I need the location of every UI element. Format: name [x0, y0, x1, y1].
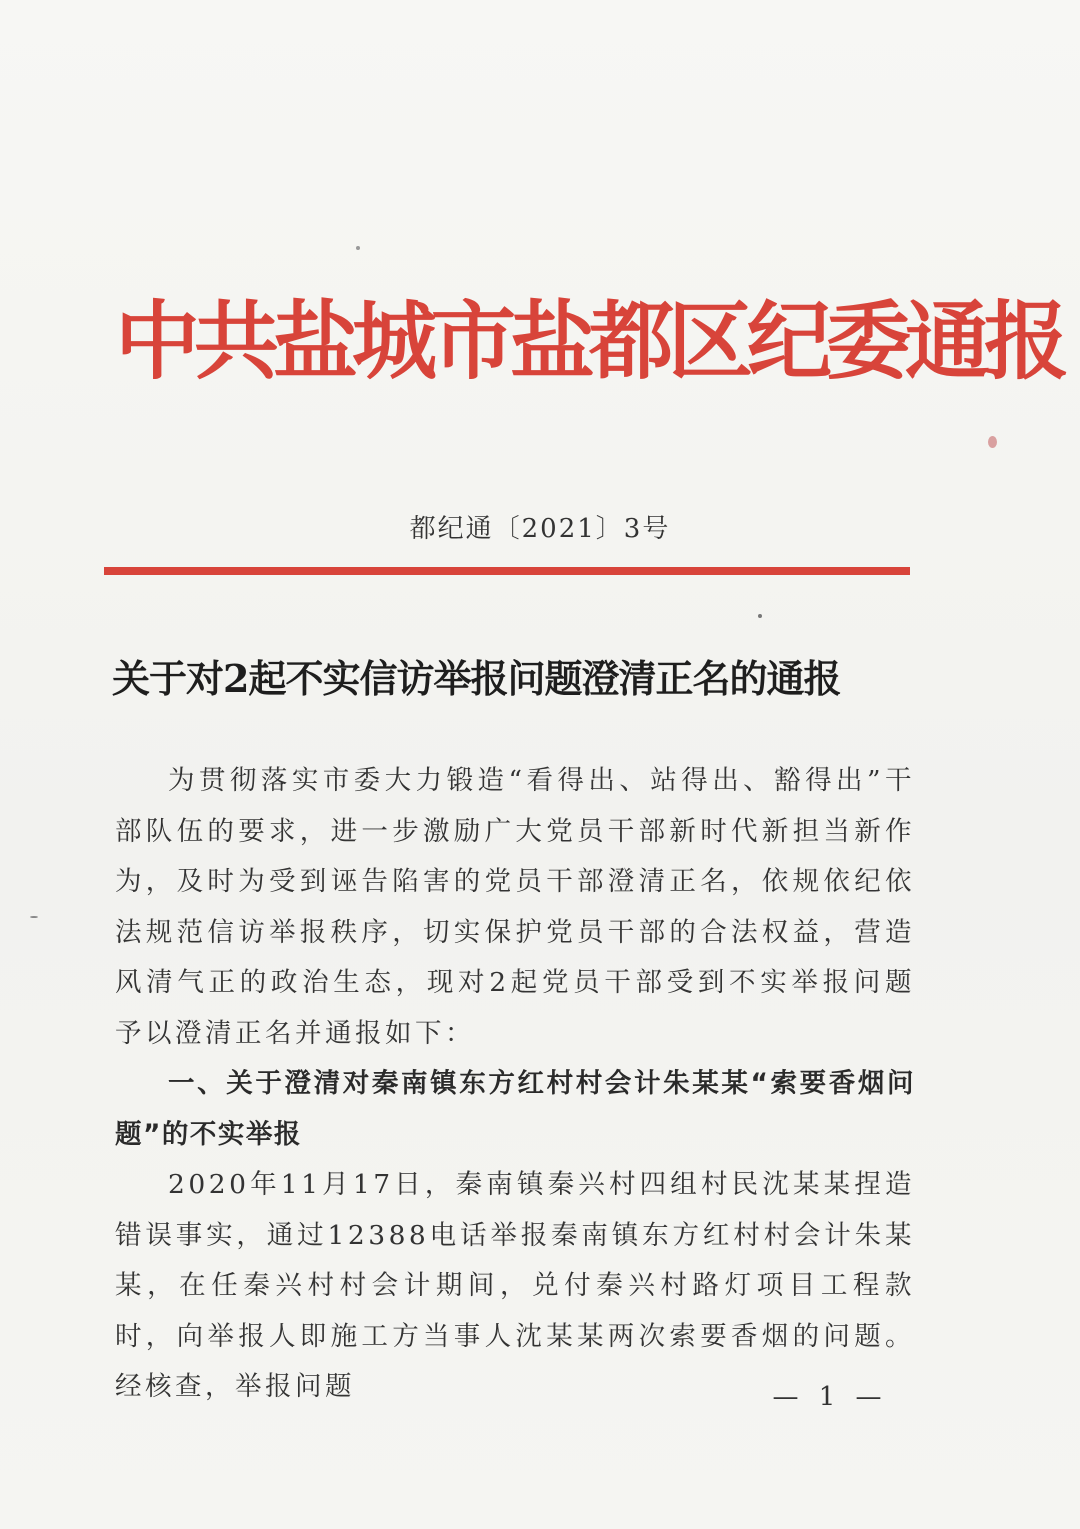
section-heading: 一、关于澄清对秦南镇东方红村村会计朱某某“索要香烟问题”的不实举报 [115, 1068, 915, 1150]
page-number: — 1 — [772, 1382, 888, 1412]
scan-speck [30, 916, 38, 918]
notice-title: 关于对2起不实信访举报问题澄清正名的通报 [112, 656, 841, 701]
case-paragraph: 2020年11月17日，秦南镇秦兴村四组村民沈某某捏造错误事实，通过12388电话举报秦南镇东方红村村会计朱某某，在任秦兴村村会计期间，兑付秦兴村路灯项目工程款时，向举报人即施工方当事人沈某某两次索要香烟的问题。经核查，举报问题 [115, 1169, 915, 1402]
scan-speck [758, 614, 762, 618]
document-number: 都纪通〔2021〕3号 [409, 514, 671, 544]
scan-speck [988, 436, 997, 448]
scan-speck [356, 246, 360, 250]
red-divider [104, 567, 910, 575]
masthead-title: 中共盐城市盐都区纪委通报 [115, 292, 1064, 392]
notice-body [115, 756, 915, 1413]
intro-paragraph: 为贯彻落实市委大力锻造“看得出、站得出、豁得出”干部队伍的要求，进一步激励广大党员干部新时代新担当新作为，及时为受到诬告陷害的党员干部澄清正名，依规依纪依法规范信访举报秩序，切实保护党员干部的合法权益，营造风清气正的政治生态，现对2起党员干部受到不实举报问题予以澄清正名并通报如下： [115, 765, 915, 1049]
